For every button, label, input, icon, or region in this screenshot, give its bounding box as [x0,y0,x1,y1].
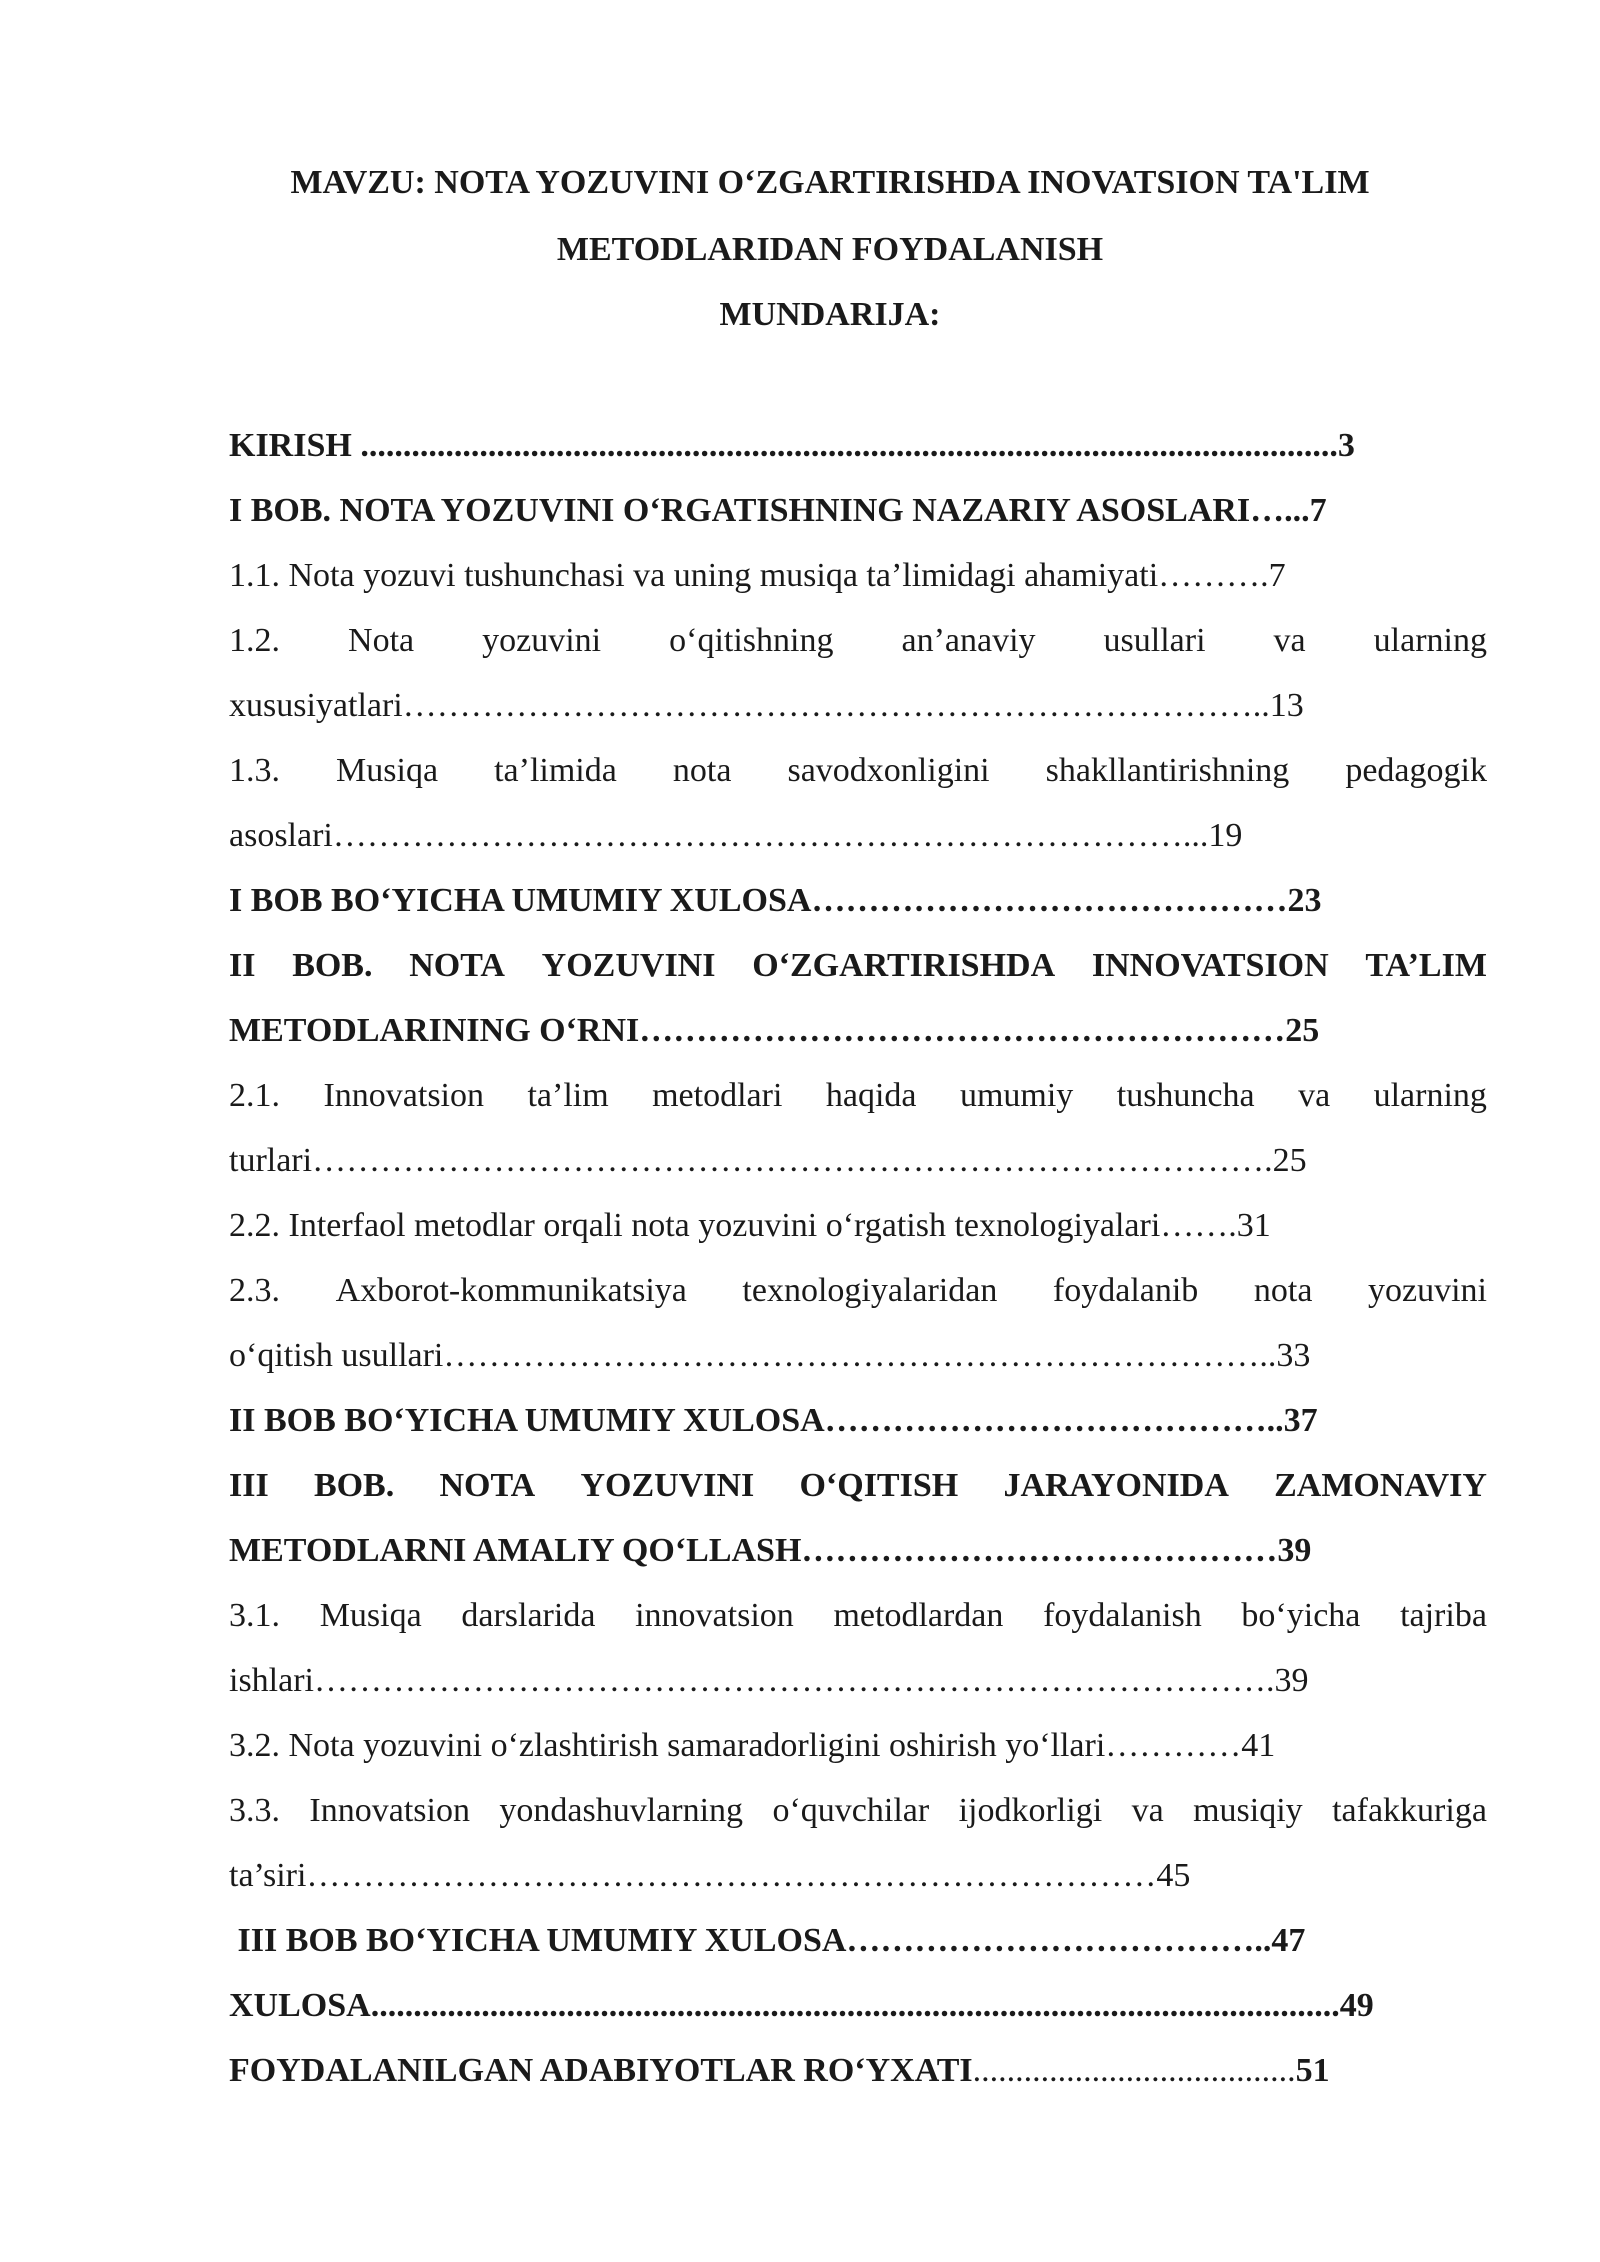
toc-entry-summary-1: I BOB BO‘YICHA UMUMIY XULOSA……………………………………23 [229,882,1322,919]
toc-entry-xulosa: XULOSA..................................................................................................................49 [229,1987,1374,2024]
toc-word: BOB. [292,947,373,984]
toc-word: ZAMONAVIY [1274,1467,1487,1504]
toc-word: ta’limida [494,752,617,789]
toc-entry-2-3 [229,1266,1487,1316]
toc-word: yozuvini [1367,1272,1487,1309]
toc-entry-2-2: 2.2. Interfaol metodlar orqali nota yozuvini o‘rgatish texnologiyalari…….31 [229,1207,1271,1244]
toc-entry-3-3 [229,1786,1487,1836]
toc-word: BOB. [313,1467,395,1504]
toc-word: foydalanish [1043,1597,1202,1634]
toc-word: metodlardan [833,1597,1004,1634]
toc-entry-1-1: 1.1. Nota yozuvi tushunchasi va uning musiqa ta’limidagi ahamiyati……….7 [229,557,1286,594]
toc-entry-kirish: KIRISH ...................................................................................................................3 [229,427,1355,464]
toc-word: va [1273,622,1306,659]
toc-word: III [229,1467,269,1504]
toc-word: Innovatsion [309,1792,470,1829]
toc-word: va [1131,1792,1164,1829]
toc-word: II [229,947,256,984]
toc-entry-3-1 [229,1591,1487,1641]
toc-word: foydalanib [1052,1272,1199,1309]
toc-word: O‘ZGARTIRISHDA [752,947,1056,984]
topic-title-line2: METODLARIDAN FOYDALANISH [556,231,1104,268]
toc-word: YOZUVINI [541,947,716,984]
toc-word: ularning [1373,622,1487,659]
toc-word: ta’lim [527,1077,609,1114]
toc-word: JARAYONIDA [1003,1467,1229,1504]
toc-entry-chapter-2-cont: METODLARINING O‘RNI…………………………………………………25 [229,1012,1320,1049]
toc-word: 1.3. [229,752,280,789]
toc-word: metodlari [652,1077,783,1114]
toc-entry-chapter-1: I BOB. NOTA YOZUVINI O‘RGATISHNING NAZARIY ASOSLARI…...7 [229,492,1327,529]
toc-word: 2.3. [229,1272,280,1309]
toc-word: TA’LIM [1365,947,1487,984]
toc-word: an’anaviy [901,622,1036,659]
toc-word: INNOVATSION [1091,947,1329,984]
toc-entry-3-2: 3.2. Nota yozuvini o‘zlashtirish samaradorligini oshirish yo‘llari…………41 [229,1727,1276,1764]
toc-entry-1-2-cont: xususiyatlari…………………………………………………………………..13 [229,687,1304,724]
references-label: FOYDALANILGAN ADABIYOTLAR RO‘YXATI [229,2052,973,2089]
toc-entry-1-2 [229,616,1487,666]
toc-word: innovatsion [635,1597,794,1634]
toc-word: musiqiy [1193,1792,1303,1829]
toc-word: Musiqa [336,752,439,789]
toc-entry-1-3-cont: asoslari…………………………………………………………………...19 [229,817,1243,854]
toc-entry-2-1-cont: turlari………………………………………………………………………….25 [229,1142,1307,1179]
toc-word: savodxonligini [787,752,990,789]
toc-word: shakllantirishning [1045,752,1290,789]
toc-word: Axborot-kommunikatsiya [335,1272,687,1309]
toc-word: tajriba [1400,1597,1487,1634]
toc-word: ijodkorligi [958,1792,1103,1829]
toc-entry-1-3 [229,746,1487,796]
toc-entry-summary-2: II BOB BO‘YICHA UMUMIY XULOSA…………………………………..37 [229,1402,1318,1439]
toc-word: o‘quvchilar [772,1792,930,1829]
toc-word: o‘qitishning [669,622,834,659]
toc-entry-references [229,2046,1330,2096]
toc-word: va [1298,1077,1331,1114]
toc-word: yozuvini [482,622,602,659]
toc-entry-3-3-cont: ta’siri…………………………………………………………………45 [229,1857,1191,1894]
toc-entry-2-1 [229,1071,1487,1121]
toc-word: NOTA [409,947,505,984]
toc-word: usullari [1103,622,1206,659]
toc-word: nota [1253,1272,1313,1309]
toc-entry-chapter-2 [229,941,1487,991]
toc-word: Innovatsion [323,1077,484,1114]
topic-title-line1: MAVZU: NOTA YOZUVINI O‘ZGARTIRISHDA INOVATSION TA'LIM [290,164,1370,201]
toc-word: pedagogik [1345,752,1487,789]
toc-word: tushuncha [1116,1077,1255,1114]
toc-word: darslarida [461,1597,596,1634]
toc-word: O‘QITISH [799,1467,959,1504]
toc-word: texnologiyalaridan [742,1272,998,1309]
toc-entry-summary-3: III BOB BO‘YICHA UMUMIY XULOSA………………………………..47 [229,1922,1306,1959]
toc-word: ularning [1373,1077,1487,1114]
toc-entry-2-3-cont: o‘qitish usullari………………………………………………………………..33 [229,1337,1311,1374]
toc-word: Nota [348,622,415,659]
toc-word: 3.1. [229,1597,280,1634]
toc-entry-3-1-cont: ishlari………………………………………………………………………….39 [229,1662,1309,1699]
toc-word: 3.3. [229,1792,280,1829]
toc-word: haqida [825,1077,917,1114]
toc-word: YOZUVINI [580,1467,755,1504]
references-dots: ...................................... [972,2052,1296,2089]
toc-word: 1.2. [229,622,280,659]
references-page: 51 [1295,2052,1330,2089]
toc-word: NOTA [439,1467,536,1504]
toc-entry-chapter-3-cont: METODLARNI AMALIY QO‘LLASH……………………………………39 [229,1532,1312,1569]
toc-word: yondashuvlarning [499,1792,744,1829]
toc-word: nota [672,752,732,789]
toc-heading: MUNDARIJA: [719,296,941,333]
toc-word: umumiy [959,1077,1074,1114]
toc-word: Musiqa [319,1597,422,1634]
toc-entry-chapter-3 [229,1461,1487,1511]
toc-word: 2.1. [229,1077,280,1114]
toc-word: tafakkuriga [1332,1792,1487,1829]
toc-word: bo‘yicha [1241,1597,1361,1634]
